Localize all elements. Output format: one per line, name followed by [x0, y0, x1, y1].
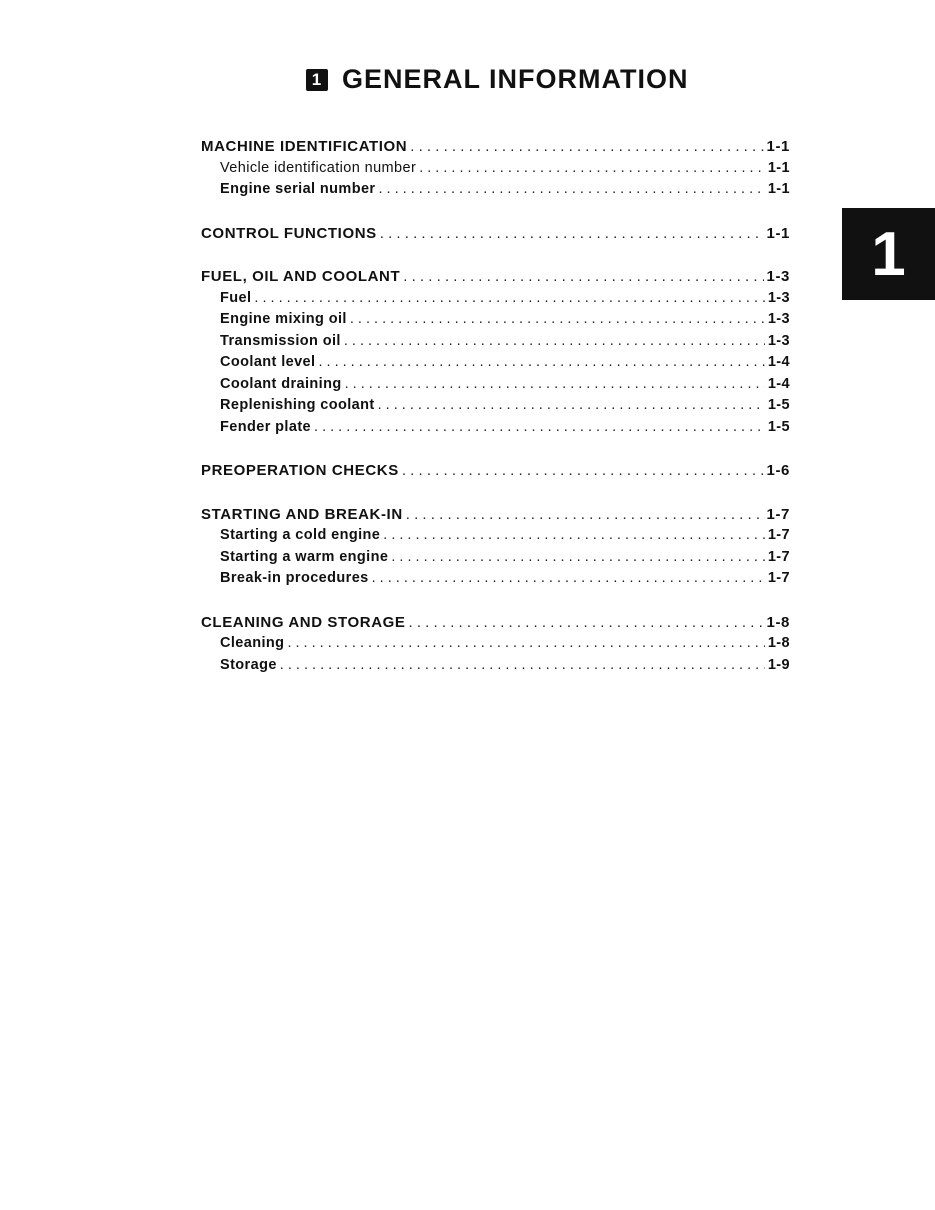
toc-section [201, 614, 790, 679]
toc-leader-dots [345, 376, 765, 392]
toc-leader-dots [409, 614, 764, 631]
toc-entry-label: Starting a cold engine [220, 527, 381, 543]
toc-entry[interactable] [201, 160, 790, 182]
toc-page-number: 1-4 [767, 354, 790, 370]
toc-entry[interactable] [201, 333, 790, 355]
toc-page-number: 1-3 [766, 268, 790, 285]
toc-page-number: 1-4 [767, 375, 790, 392]
toc-entry-label: Break-in procedures [220, 570, 369, 586]
toc-leader-dots [383, 527, 765, 543]
toc-page-number: 1-6 [766, 462, 790, 479]
toc-leader-dots [380, 225, 764, 242]
toc-section [201, 462, 790, 484]
toc-section-heading[interactable] [201, 506, 790, 528]
toc-leader-dots [254, 290, 764, 306]
toc-entry[interactable] [201, 290, 790, 312]
toc-section-heading[interactable] [201, 462, 790, 484]
toc-entry-label: Engine mixing oil [220, 311, 347, 327]
toc-page-number: 1-7 [767, 548, 790, 565]
toc-page-number: 1-3 [767, 311, 790, 327]
toc-leader-dots [350, 311, 765, 327]
toc-entry-label: Cleaning [220, 635, 285, 651]
toc-page-number: 1-3 [767, 289, 790, 306]
toc-section-heading[interactable] [201, 614, 790, 636]
toc-page-number: 1-9 [767, 656, 790, 673]
toc-section-title: CONTROL FUNCTIONS [201, 224, 377, 242]
toc-section [201, 225, 790, 247]
toc-entry-label: Coolant draining [220, 375, 342, 392]
toc-leader-dots [391, 549, 764, 565]
toc-section-title: MACHINE IDENTIFICATION [201, 138, 408, 155]
toc-section [201, 268, 790, 440]
toc-entry[interactable] [201, 527, 790, 549]
toc-entry-label: Engine serial number [220, 181, 376, 197]
toc-entry[interactable] [201, 657, 790, 679]
toc-entry[interactable] [201, 311, 790, 333]
toc-entry[interactable] [201, 376, 790, 398]
toc-page-number: 1-8 [767, 635, 790, 651]
toc-entry-label: Coolant level [220, 354, 316, 370]
toc-entry-label: Storage [220, 656, 277, 673]
toc-leader-dots [280, 657, 765, 673]
chapter-tab: 1 [842, 208, 935, 300]
toc-section-heading[interactable] [201, 225, 790, 247]
toc-entry-label: Transmission oil [220, 332, 341, 349]
toc-entry[interactable] [201, 635, 790, 657]
toc-section-title: PREOPERATION CHECKS [201, 462, 399, 479]
toc-page-number: 1-7 [767, 570, 790, 586]
toc-page-number: 1-5 [767, 397, 790, 413]
toc-section [201, 138, 790, 203]
toc-leader-dots [318, 354, 764, 370]
toc-page-number: 1-1 [766, 138, 790, 155]
toc-entry-label: Replenishing coolant [220, 397, 375, 413]
toc-page-number: 1-8 [766, 613, 790, 631]
toc-entry-label: Fuel [220, 289, 252, 306]
page-title-text: GENERAL INFORMATION [342, 64, 689, 94]
toc-section [201, 506, 790, 592]
toc-page-number: 1-7 [767, 527, 790, 543]
chapter-number-icon: 1 [306, 69, 328, 91]
toc-page-number: 1-3 [767, 332, 790, 349]
toc-page-number: 1-1 [767, 159, 790, 176]
toc-entry-label: Vehicle identification number [220, 159, 417, 176]
toc-leader-dots [344, 333, 765, 349]
toc-leader-dots [410, 138, 763, 155]
toc-entry[interactable] [201, 354, 790, 376]
toc-entry-label: Starting a warm engine [220, 548, 389, 565]
toc-entry-label: Fender plate [220, 418, 312, 435]
toc-entry[interactable] [201, 181, 790, 203]
toc-leader-dots [419, 160, 765, 176]
toc-entry[interactable] [201, 570, 790, 592]
toc-page-number: 1-1 [767, 181, 790, 197]
toc-page-number: 1-5 [767, 418, 790, 435]
toc-leader-dots [378, 181, 764, 197]
toc-leader-dots [372, 570, 765, 586]
toc-section-heading[interactable] [201, 268, 790, 290]
toc-page-number: 1-1 [766, 224, 790, 242]
toc-leader-dots [403, 268, 763, 285]
toc-leader-dots [378, 397, 765, 413]
table-of-contents [201, 138, 790, 678]
toc-section-title: FUEL, OIL AND COOLANT [201, 268, 401, 285]
toc-page-number: 1-7 [766, 505, 790, 523]
toc-entry[interactable] [201, 549, 790, 571]
toc-leader-dots [406, 506, 764, 523]
toc-leader-dots [314, 419, 765, 435]
toc-section-title: STARTING AND BREAK-IN [201, 505, 403, 523]
page-title [306, 64, 689, 95]
toc-leader-dots [402, 462, 764, 479]
toc-section-heading[interactable] [201, 138, 790, 160]
toc-entry[interactable] [201, 419, 790, 441]
toc-leader-dots [287, 635, 764, 651]
toc-entry[interactable] [201, 397, 790, 419]
toc-section-title: CLEANING AND STORAGE [201, 613, 406, 631]
